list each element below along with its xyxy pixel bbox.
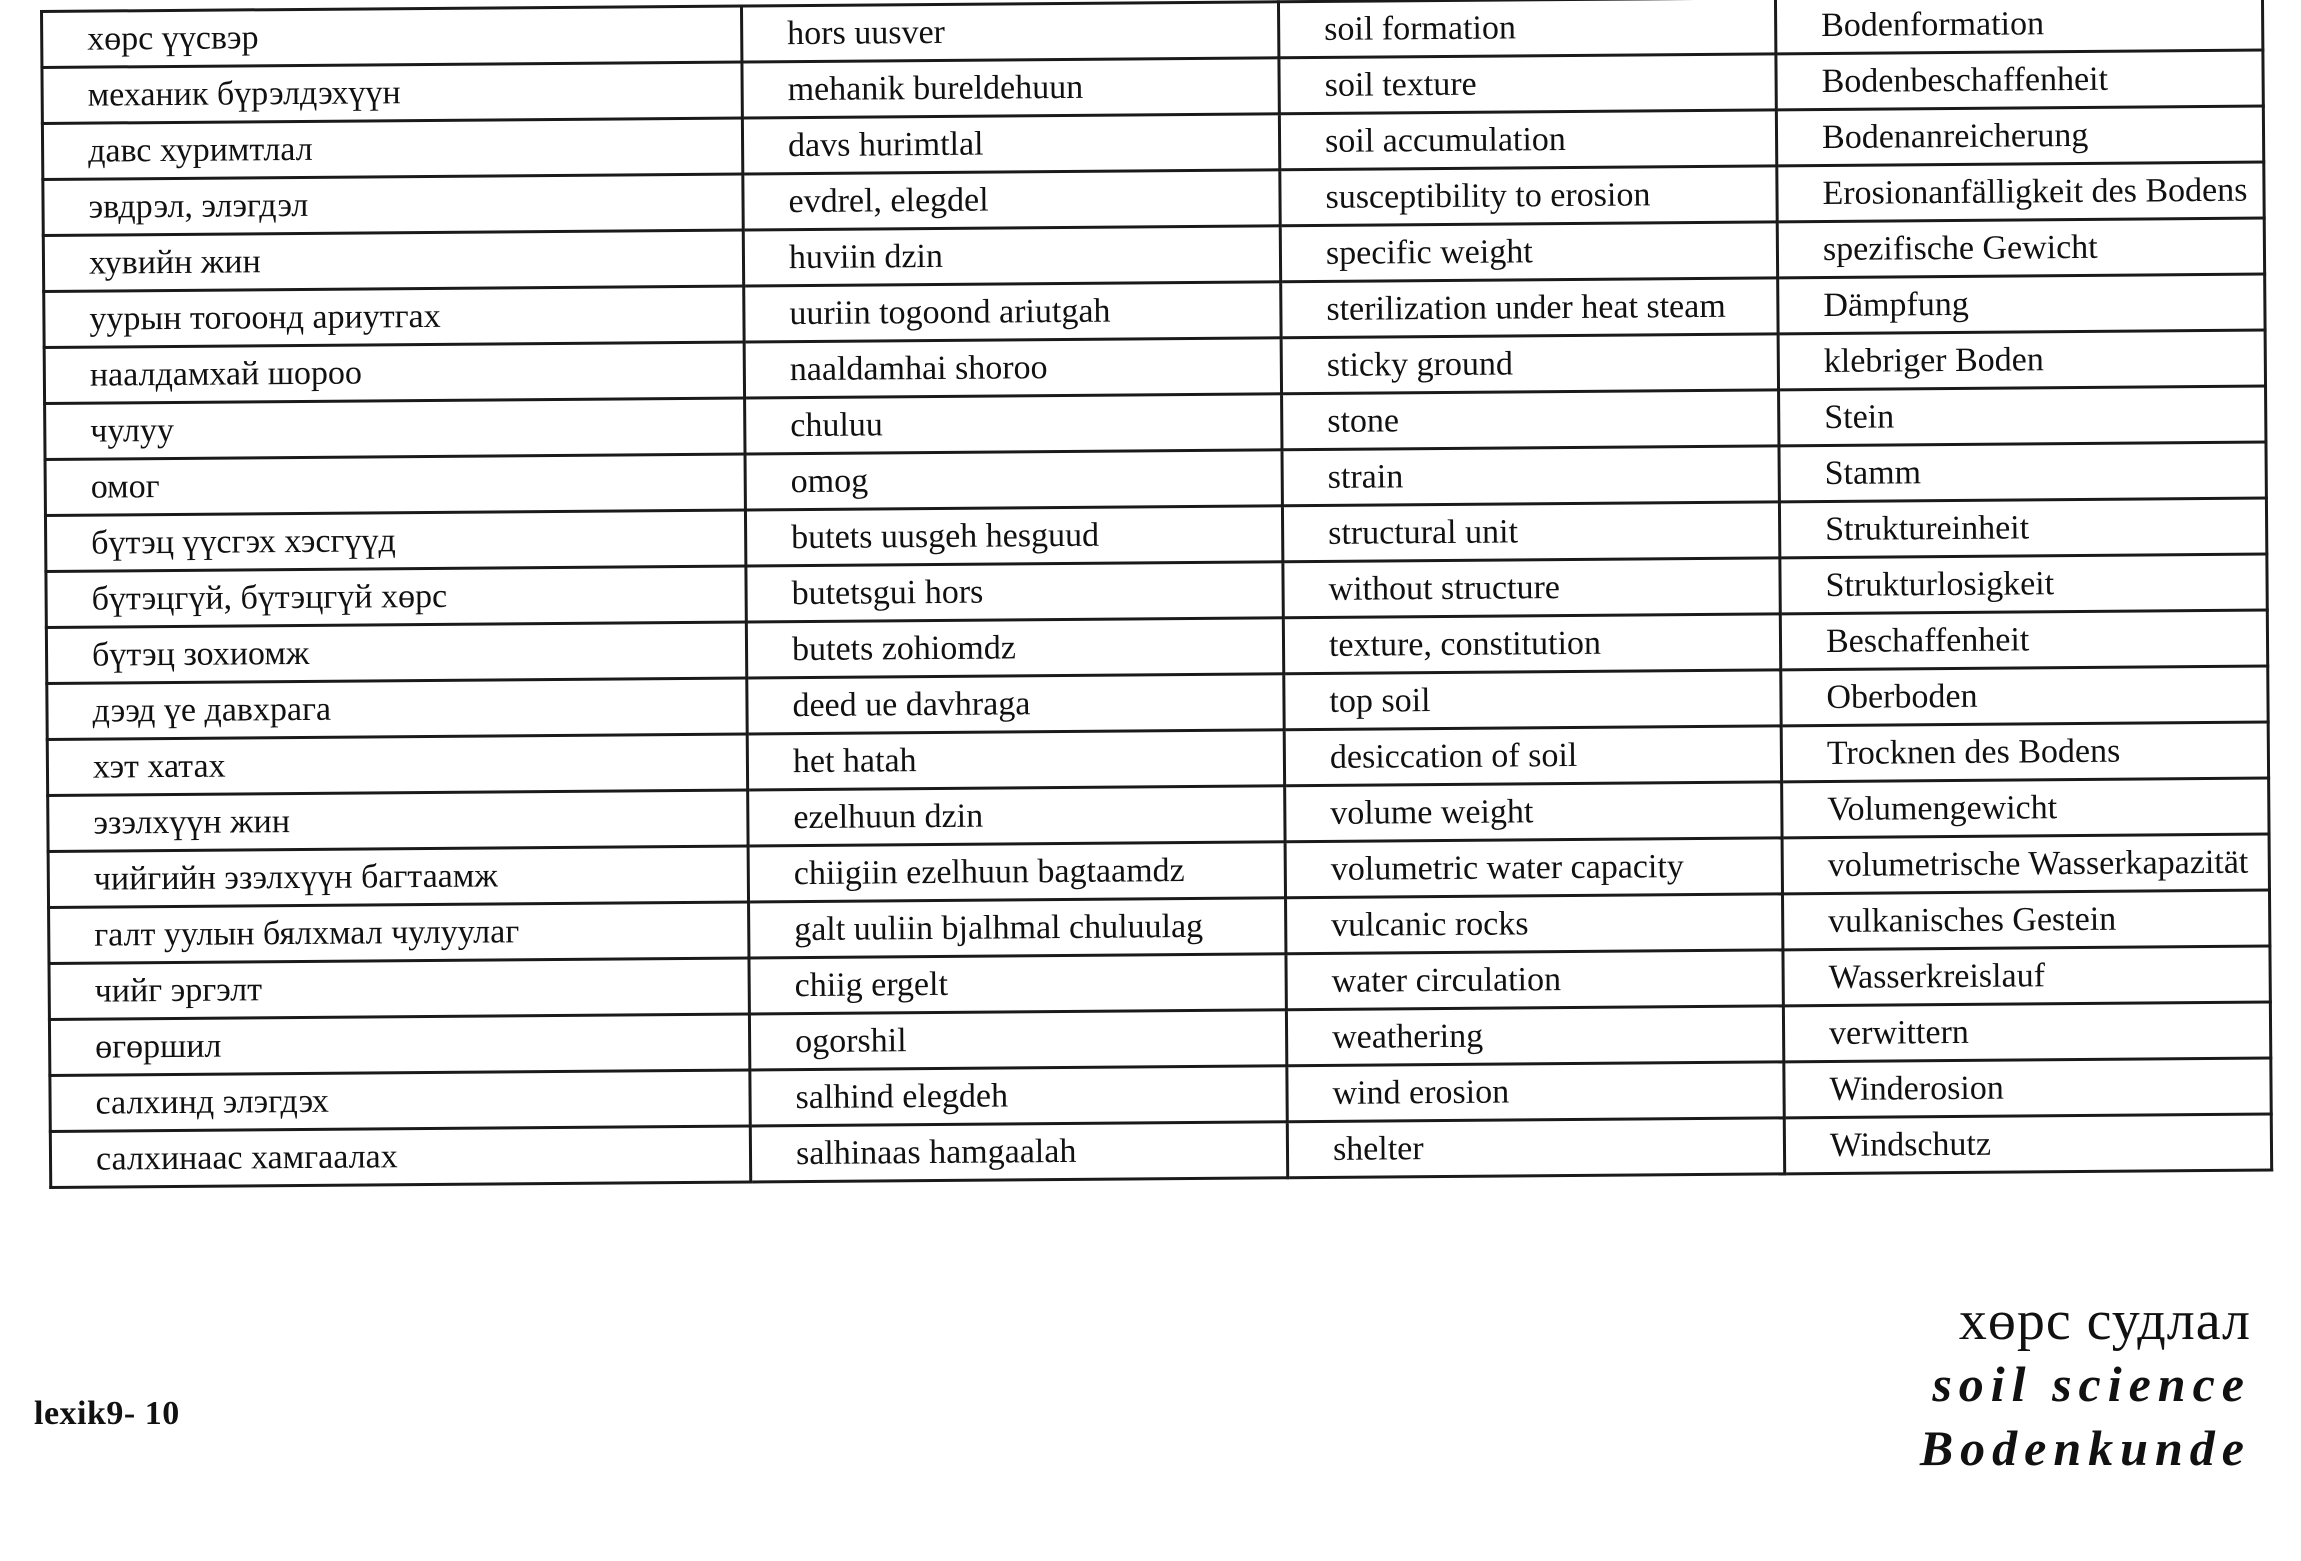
transliteration-cell: butets zohiomdz bbox=[746, 618, 1283, 678]
transliteration-cell: ezelhuun dzin bbox=[748, 786, 1285, 846]
mongolian-term-cell: өгөршил bbox=[49, 1014, 749, 1075]
page-code: lexik9- 10 bbox=[34, 1395, 180, 1432]
mongolian-term-cell: чийг эргэлт bbox=[49, 958, 749, 1019]
english-term-cell: texture, constitution bbox=[1283, 614, 1780, 674]
transliteration-cell: naaldamhai shoroo bbox=[744, 338, 1281, 398]
german-term-cell: Bodenformation bbox=[1775, 0, 2262, 54]
glossary-table bbox=[40, 0, 2273, 1189]
english-term-cell: soil texture bbox=[1279, 54, 1776, 114]
german-term-cell: Bodenanreicherung bbox=[1776, 106, 2263, 166]
mongolian-term-cell: галт уулын бялхмал чулуулаг bbox=[49, 902, 749, 963]
english-term-cell: sticky ground bbox=[1281, 334, 1778, 394]
english-term-cell: stone bbox=[1282, 390, 1779, 450]
german-term-cell: Erosionanfälligkeit des Bodens bbox=[1777, 162, 2264, 222]
english-term-cell: shelter bbox=[1287, 1118, 1784, 1178]
mongolian-term-cell: салхинаас хамгаалах bbox=[50, 1126, 750, 1187]
english-term-cell: sterilization under heat steam bbox=[1281, 278, 1778, 338]
german-term-cell: Trocknen des Bodens bbox=[1781, 722, 2268, 782]
transliteration-cell: salhinaas hamgaalah bbox=[750, 1122, 1287, 1182]
english-term-cell: desiccation of soil bbox=[1284, 726, 1781, 786]
transliteration-cell: chiigiin ezelhuun bagtaamdz bbox=[748, 842, 1285, 902]
transliteration-cell: ogorshil bbox=[749, 1010, 1286, 1070]
english-term-cell: volume weight bbox=[1285, 782, 1782, 842]
german-term-cell: Winderosion bbox=[1784, 1058, 2271, 1118]
title-block bbox=[1920, 1290, 2251, 1480]
german-term-cell: Bodenbeschaffenheit bbox=[1776, 50, 2263, 110]
english-term-cell: weathering bbox=[1286, 1006, 1783, 1066]
mongolian-term-cell: хөрс үүсвэр bbox=[42, 6, 742, 67]
english-term-cell: soil accumulation bbox=[1279, 110, 1776, 170]
mongolian-term-cell: салхинд элэгдэх bbox=[50, 1070, 750, 1131]
transliteration-cell: chiig ergelt bbox=[749, 954, 1286, 1014]
title-english: soil science bbox=[1932, 1356, 2251, 1412]
mongolian-term-cell: эзэлхүүн жин bbox=[48, 790, 748, 851]
mongolian-term-cell: бүтэц үүсгэх хэсгүүд bbox=[45, 510, 745, 571]
german-term-cell: Struktureinheit bbox=[1779, 498, 2266, 558]
transliteration-cell: galt uuliin bjalhmal chuluulag bbox=[749, 898, 1286, 958]
mongolian-term-cell: механик бүрэлдэхүүн bbox=[42, 62, 742, 123]
transliteration-cell: omog bbox=[745, 450, 1282, 510]
english-term-cell: vulcanic rocks bbox=[1286, 894, 1783, 954]
transliteration-cell: chuluu bbox=[745, 394, 1282, 454]
english-term-cell: wind erosion bbox=[1287, 1062, 1784, 1122]
mongolian-term-cell: бүтэцгүй, бүтэцгүй хөрс bbox=[46, 566, 746, 627]
german-term-cell: Windschutz bbox=[1784, 1114, 2271, 1174]
english-term-cell: volumetric water capacity bbox=[1285, 838, 1782, 898]
mongolian-term-cell: давс хуримтлал bbox=[42, 118, 742, 179]
german-term-cell: verwittern bbox=[1783, 1002, 2270, 1062]
transliteration-cell: salhind elegdeh bbox=[750, 1066, 1287, 1126]
english-term-cell: top soil bbox=[1284, 670, 1781, 730]
mongolian-term-cell: хэт хатах bbox=[47, 734, 747, 795]
transliteration-cell: butets uusgeh hesguud bbox=[745, 506, 1282, 566]
german-term-cell: Strukturlosigkeit bbox=[1780, 554, 2267, 614]
transliteration-cell: mehanik bureldehuun bbox=[742, 58, 1279, 118]
title-mongolian: хөрс судлал bbox=[1958, 1290, 2251, 1352]
german-term-cell: Oberboden bbox=[1781, 666, 2268, 726]
english-term-cell: susceptibility to erosion bbox=[1280, 166, 1777, 226]
german-term-cell: Volumengewicht bbox=[1782, 778, 2269, 838]
english-term-cell: soil formation bbox=[1278, 0, 1775, 58]
german-term-cell: Stein bbox=[1779, 386, 2266, 446]
german-term-cell: spezifische Gewicht bbox=[1777, 218, 2264, 278]
english-term-cell: specific weight bbox=[1280, 222, 1777, 282]
title-german: Bodenkunde bbox=[1919, 1420, 2251, 1476]
english-term-cell: strain bbox=[1282, 446, 1779, 506]
transliteration-cell: huviin dzin bbox=[743, 226, 1280, 286]
german-term-cell: Dämpfung bbox=[1778, 274, 2265, 334]
mongolian-term-cell: хувийн жин bbox=[43, 230, 743, 291]
german-term-cell: volumetrische Wasserkapazität bbox=[1782, 834, 2269, 894]
german-term-cell: Beschaffenheit bbox=[1780, 610, 2267, 670]
mongolian-term-cell: наалдамхай шороо bbox=[44, 342, 744, 403]
german-term-cell: klebriger Boden bbox=[1778, 330, 2265, 390]
mongolian-term-cell: омог bbox=[45, 454, 745, 515]
mongolian-term-cell: дээд үе давхрага bbox=[47, 678, 747, 739]
english-term-cell: without structure bbox=[1283, 558, 1780, 618]
mongolian-term-cell: уурын тогоонд ариутгах bbox=[44, 286, 744, 347]
transliteration-cell: butetsgui hors bbox=[746, 562, 1283, 622]
transliteration-cell: hors uusver bbox=[741, 2, 1278, 62]
german-term-cell: vulkanisches Gestein bbox=[1782, 890, 2269, 950]
german-term-cell: Stamm bbox=[1779, 442, 2266, 502]
mongolian-term-cell: бүтэц зохиомж bbox=[46, 622, 746, 683]
transliteration-cell: uuriin togoond ariutgah bbox=[744, 282, 1281, 342]
transliteration-cell: davs hurimtlal bbox=[742, 114, 1279, 174]
glossary-table-body bbox=[42, 0, 2272, 1187]
german-term-cell: Wasserkreislauf bbox=[1783, 946, 2270, 1006]
english-term-cell: structural unit bbox=[1282, 502, 1779, 562]
transliteration-cell: deed ue davhraga bbox=[747, 674, 1284, 734]
mongolian-term-cell: эвдрэл, элэгдэл bbox=[43, 174, 743, 235]
english-term-cell: water circulation bbox=[1286, 950, 1783, 1010]
transliteration-cell: evdrel, elegdel bbox=[743, 170, 1280, 230]
mongolian-term-cell: чийгийн эзэлхүүн багтаамж bbox=[48, 846, 748, 907]
transliteration-cell: het hatah bbox=[747, 730, 1284, 790]
mongolian-term-cell: чулуу bbox=[45, 398, 745, 459]
